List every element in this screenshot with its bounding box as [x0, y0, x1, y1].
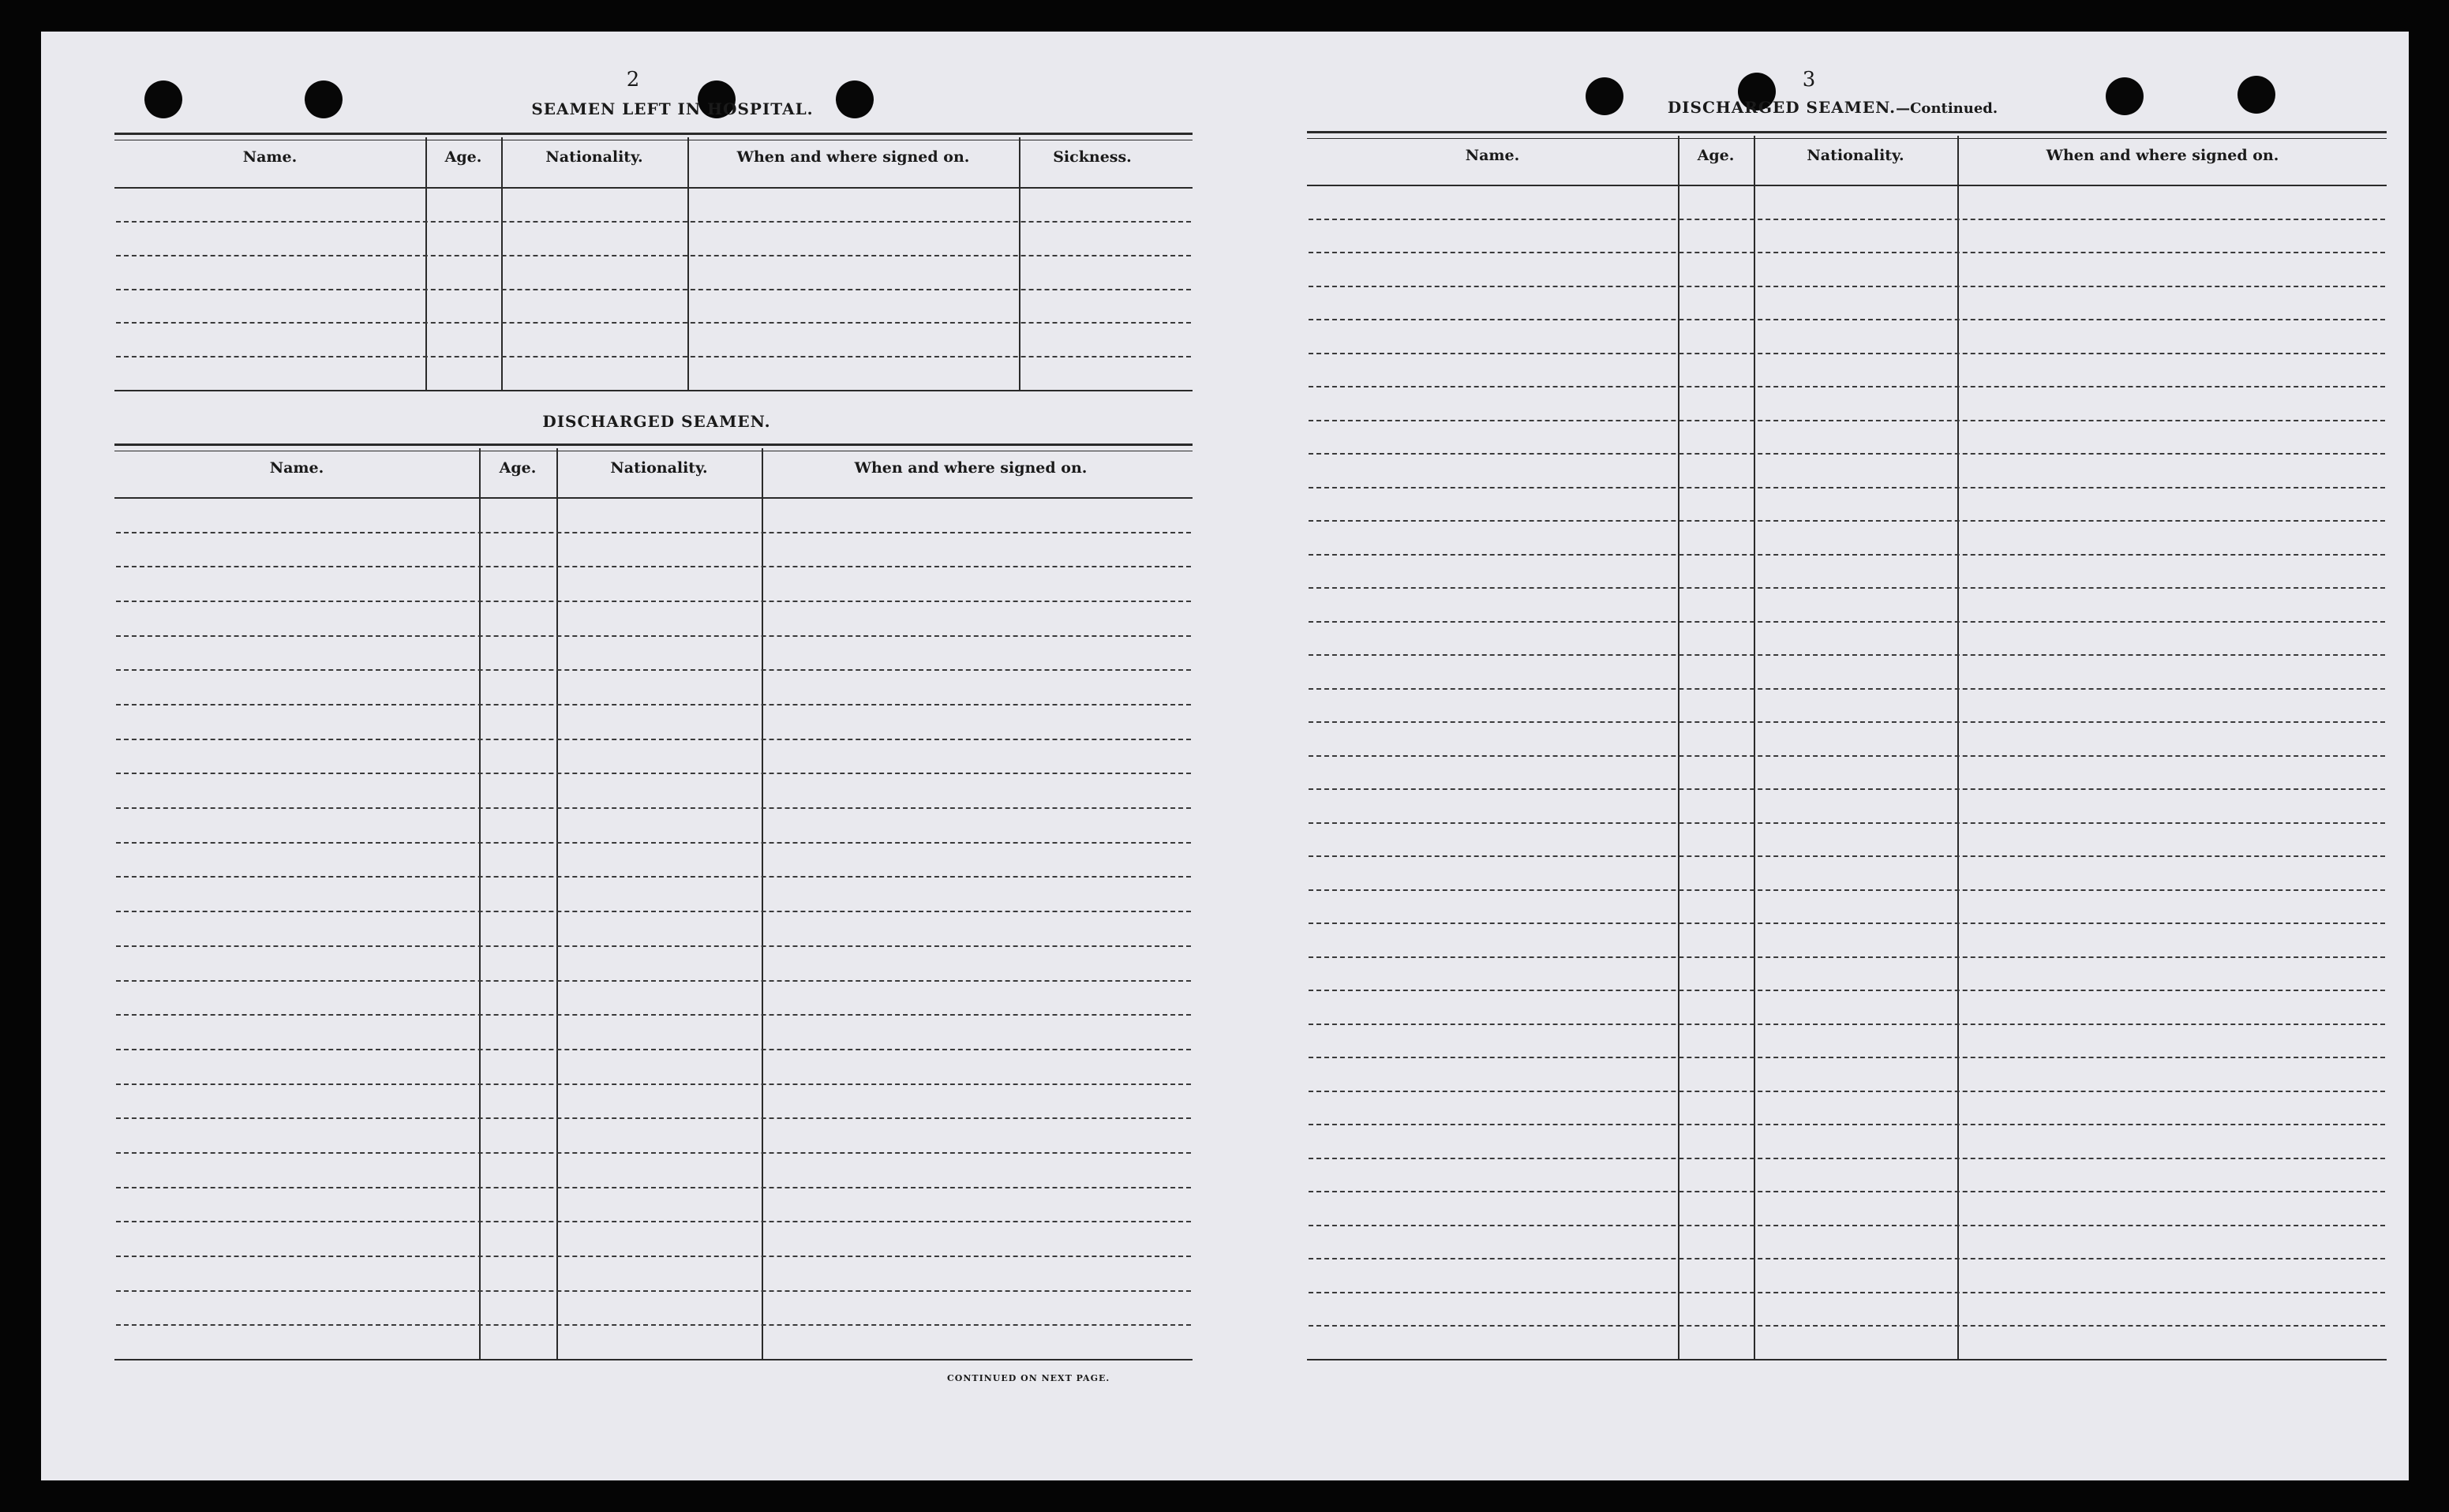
- blank-entry-line: [1309, 1124, 2385, 1125]
- blank-entry-line: [1309, 889, 2385, 891]
- blank-entry-line: [116, 669, 1191, 671]
- blank-entry-line: [116, 1152, 1191, 1154]
- punch-hole: [1586, 77, 1623, 115]
- blank-entry-line: [1309, 1225, 2385, 1226]
- blank-entry-line: [1309, 587, 2385, 589]
- punch-hole: [2237, 76, 2275, 114]
- blank-entry-line: [1309, 688, 2385, 690]
- blank-entry-line: [116, 945, 1191, 947]
- blank-entry-line: [1309, 386, 2385, 387]
- header-bottom-rule: [1307, 185, 2387, 186]
- table-bottom-rule: [114, 1359, 1193, 1360]
- blank-entry-line: [116, 601, 1191, 602]
- blank-entry-line: [116, 1014, 1191, 1016]
- punch-hole: [144, 80, 182, 118]
- blank-entry-line: [116, 289, 1191, 290]
- blank-entry-line: [116, 980, 1191, 982]
- blank-entry-line: [116, 1221, 1191, 1222]
- header-bottom-rule: [114, 497, 1193, 499]
- table-top-rule: [114, 133, 1193, 140]
- column-divider: [1019, 137, 1020, 390]
- blank-entry-line: [1309, 788, 2385, 790]
- col-header-sickness: Sickness.: [1053, 148, 1132, 166]
- blank-entry-line: [1309, 855, 2385, 857]
- blank-entry-line: [1309, 755, 2385, 757]
- col-header-name: Name.: [269, 459, 324, 477]
- blank-entry-line: [1309, 923, 2385, 924]
- blank-entry-line: [116, 773, 1191, 774]
- blank-entry-line: [1309, 1158, 2385, 1159]
- discharged-continued-title-main: DISCHARGED SEAMEN.: [1667, 98, 1897, 117]
- column-divider: [501, 137, 503, 390]
- blank-entry-line: [1309, 721, 2385, 723]
- blank-entry-line: [1309, 353, 2385, 354]
- blank-entry-line: [1309, 319, 2385, 320]
- col-header-age: Age.: [499, 459, 537, 477]
- blank-entry-line: [1309, 1191, 2385, 1192]
- col-header-signed-on: When and where signed on.: [736, 148, 970, 166]
- blank-entry-line: [1309, 990, 2385, 991]
- blank-entry-line: [116, 704, 1191, 705]
- blank-entry-line: [1309, 420, 2385, 421]
- discharged-continued-title: [1651, 98, 2014, 117]
- table-bottom-rule: [114, 390, 1193, 391]
- blank-entry-line: [116, 356, 1191, 357]
- blank-entry-line: [116, 1324, 1191, 1326]
- hospital-section-title: SEAMEN LEFT IN HOSPITAL.: [531, 99, 814, 118]
- blank-entry-line: [116, 635, 1191, 637]
- col-header-nationality: Nationality.: [1807, 147, 1904, 164]
- blank-entry-line: [1309, 621, 2385, 623]
- col-header-nationality: Nationality.: [545, 148, 643, 166]
- blank-entry-line: [1309, 1057, 2385, 1058]
- blank-entry-line: [116, 255, 1191, 256]
- col-header-nationality: Nationality.: [610, 459, 708, 477]
- page-number-left: 2: [626, 68, 640, 92]
- col-header-name: Name.: [1465, 147, 1520, 164]
- blank-entry-line: [116, 566, 1191, 567]
- blank-entry-line: [1309, 453, 2385, 455]
- col-header-name: Name.: [242, 148, 298, 166]
- blank-entry-line: [1309, 654, 2385, 656]
- blank-entry-line: [116, 911, 1191, 912]
- blank-entry-line: [116, 739, 1191, 740]
- table-bottom-rule: [1307, 1359, 2387, 1360]
- col-header-signed-on: When and where signed on.: [854, 459, 1088, 477]
- blank-entry-line: [116, 1256, 1191, 1257]
- discharged-section-title: DISCHARGED SEAMEN.: [542, 412, 771, 431]
- col-header-age: Age.: [444, 148, 482, 166]
- blank-entry-line: [116, 221, 1191, 223]
- blank-entry-line: [1309, 286, 2385, 287]
- blank-entry-line: [116, 1187, 1191, 1188]
- blank-entry-line: [116, 322, 1191, 324]
- blank-entry-line: [1309, 520, 2385, 522]
- blank-entry-line: [116, 532, 1191, 533]
- blank-entry-line: [1309, 1091, 2385, 1092]
- blank-entry-line: [1309, 219, 2385, 220]
- blank-entry-line: [116, 842, 1191, 844]
- table-top-rule: [114, 443, 1193, 451]
- blank-entry-line: [1309, 1024, 2385, 1025]
- scanned-document: [41, 32, 2409, 1480]
- blank-entry-line: [1309, 1292, 2385, 1293]
- blank-entry-line: [116, 1290, 1191, 1292]
- blank-entry-line: [116, 1117, 1191, 1119]
- blank-entry-line: [116, 807, 1191, 809]
- column-divider: [425, 137, 427, 390]
- blank-entry-line: [1309, 956, 2385, 958]
- punch-hole: [2106, 77, 2144, 115]
- col-header-signed-on: When and where signed on.: [2046, 147, 2279, 164]
- page-number-right: 3: [1802, 68, 1816, 92]
- blank-entry-line: [1309, 487, 2385, 488]
- blank-entry-line: [1309, 1258, 2385, 1259]
- column-divider: [687, 137, 689, 390]
- table-top-rule: [1307, 131, 2387, 139]
- punch-hole: [305, 80, 343, 118]
- blank-entry-line: [116, 876, 1191, 878]
- continued-suffix: —Continued.: [1896, 100, 1998, 117]
- blank-entry-line: [1309, 554, 2385, 556]
- continued-note: CONTINUED ON NEXT PAGE.: [947, 1373, 1110, 1383]
- blank-entry-line: [116, 1049, 1191, 1050]
- blank-entry-line: [1309, 1325, 2385, 1327]
- header-bottom-rule: [114, 187, 1193, 189]
- blank-entry-line: [1309, 822, 2385, 824]
- blank-entry-line: [116, 1083, 1191, 1085]
- blank-entry-line: [1309, 252, 2385, 253]
- col-header-age: Age.: [1697, 147, 1735, 164]
